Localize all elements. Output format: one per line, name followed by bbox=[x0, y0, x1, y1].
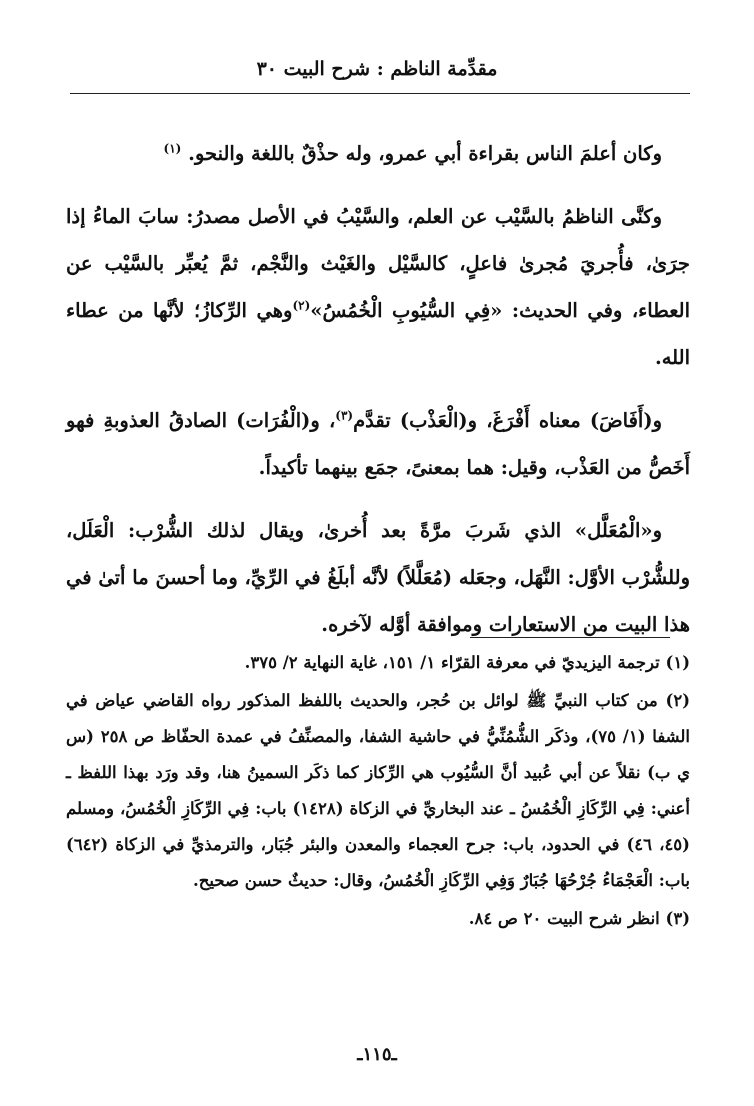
paragraph-2 bbox=[66, 193, 690, 381]
paragraph-1 bbox=[66, 130, 690, 177]
footnote-ref-3: (٣) bbox=[335, 408, 354, 423]
paragraph-4 bbox=[66, 507, 690, 648]
paragraph-3-text-a: و(أَفَاضَ) معناه أَفْرَغَ، و(الْعَذْب) تقدَّم bbox=[353, 409, 662, 432]
running-title: مقدِّمة الناظم : شرح البيت ٣٠ bbox=[256, 58, 498, 80]
paragraph-1-text: وكان أعلمَ الناس بقراءة أبي عمرو، وله حذْقٌ باللغة والنحو. bbox=[188, 142, 662, 165]
footnote-ref-2: (٢) bbox=[292, 298, 311, 313]
footnote-1: (١) ترجمة اليزيديّ في معرفة القرّاء ١/ ١٥١، غاية النهاية ٢/ ٣٧٥. bbox=[244, 653, 690, 672]
footnote-rule bbox=[470, 637, 670, 638]
footnote-2: (٢) من كتاب النبيِّ ﷺ لوائل بن حُجر، والحديث باللفظ المذكور رواه القاضي عياض في الشفا (١/ ٧٥)، وذكَر الشُّمُنِّيُّ في حاشية الشفا، والمصنِّفُ في عمدة الحفّاظ ص ٢٥٨ (س ي ب) نقلاً عن أبي عُبيد أنَّ السُّيُوب هي الرِّكاز كما ذكَر السمينُ هنا، وقد ورَد بهذا اللفظ ـ أعني: فِي الرِّكَازِ الْخُمُسُ ـ عند البخاريِّ في الزكاة (١٤٢٨) باب: فِي الرِّكَازِ الْخُمُسُ، ومسلم (٤٥، ٤٦) في الحدود، باب: جرح العجماء والمعدن والبئر جُبَار، والترمذيِّ في الزكاة (٦٤٢) باب: الْعَجْمَاءُ جُرْحُهَا جُبَارٌ وَفِي الرِّكَازِ الْخُمُسُ، وقال: حديثٌ حسن صحيح. bbox=[66, 691, 691, 890]
footnote-ref-1: (١) bbox=[163, 141, 182, 156]
paragraph-3 bbox=[66, 397, 690, 491]
paragraph-2-text-a: وكنَّى الناظمُ بالسَّيْب عن العلم، والسَّيْبُ في الأصل مصدرُ: سابَ الماءُ إذا جرَىٰ، فأُجريَ مُجرىٰ فاعلٍ، كالسَّيْل والغَيْث والنَّجْم، ثمَّ يُعبِّر بالسَّيْب عن العطاء، وفي الحديث: «فِي السُّيُوبِ الْخُمُسُ» bbox=[66, 205, 690, 322]
footnote-3: (٣) انظر شرح البيت ٢٠ ص ٨٤. bbox=[468, 909, 690, 928]
footnotes bbox=[66, 645, 690, 939]
paragraph-4-text: و«الْمُعَلَّل» الذي شَربَ مرَّةً بعد أُخرىٰ، ويقال لذلك الشُّرْب: الْعَلَل، وللشُّرْب الأوَّل: النَّهَل، وجعَله (مُعَلَّلاً) لأنَّه أبلَغُ في الرِّيِّ، وما أحسنَ ما أتىٰ في هذا البيت من الاستعارات وموافقة أوَّله لآخره. bbox=[66, 519, 690, 636]
paragraph-2-text-b: وهي الرِّكازُ؛ لأنَّها من عطاء الله. bbox=[66, 299, 690, 369]
paragraph-3-text-b: ، و(الْفُرَات) الصادقُ العذوبةِ فهو أَخَصُّ من العَذْب، وقيل: هما بمعنىً، جمَع بينهما تأكيداً. bbox=[66, 409, 690, 479]
main-text bbox=[66, 130, 690, 664]
header-rule bbox=[70, 93, 690, 94]
page-number: ـ١١٥ـ bbox=[357, 1044, 397, 1065]
